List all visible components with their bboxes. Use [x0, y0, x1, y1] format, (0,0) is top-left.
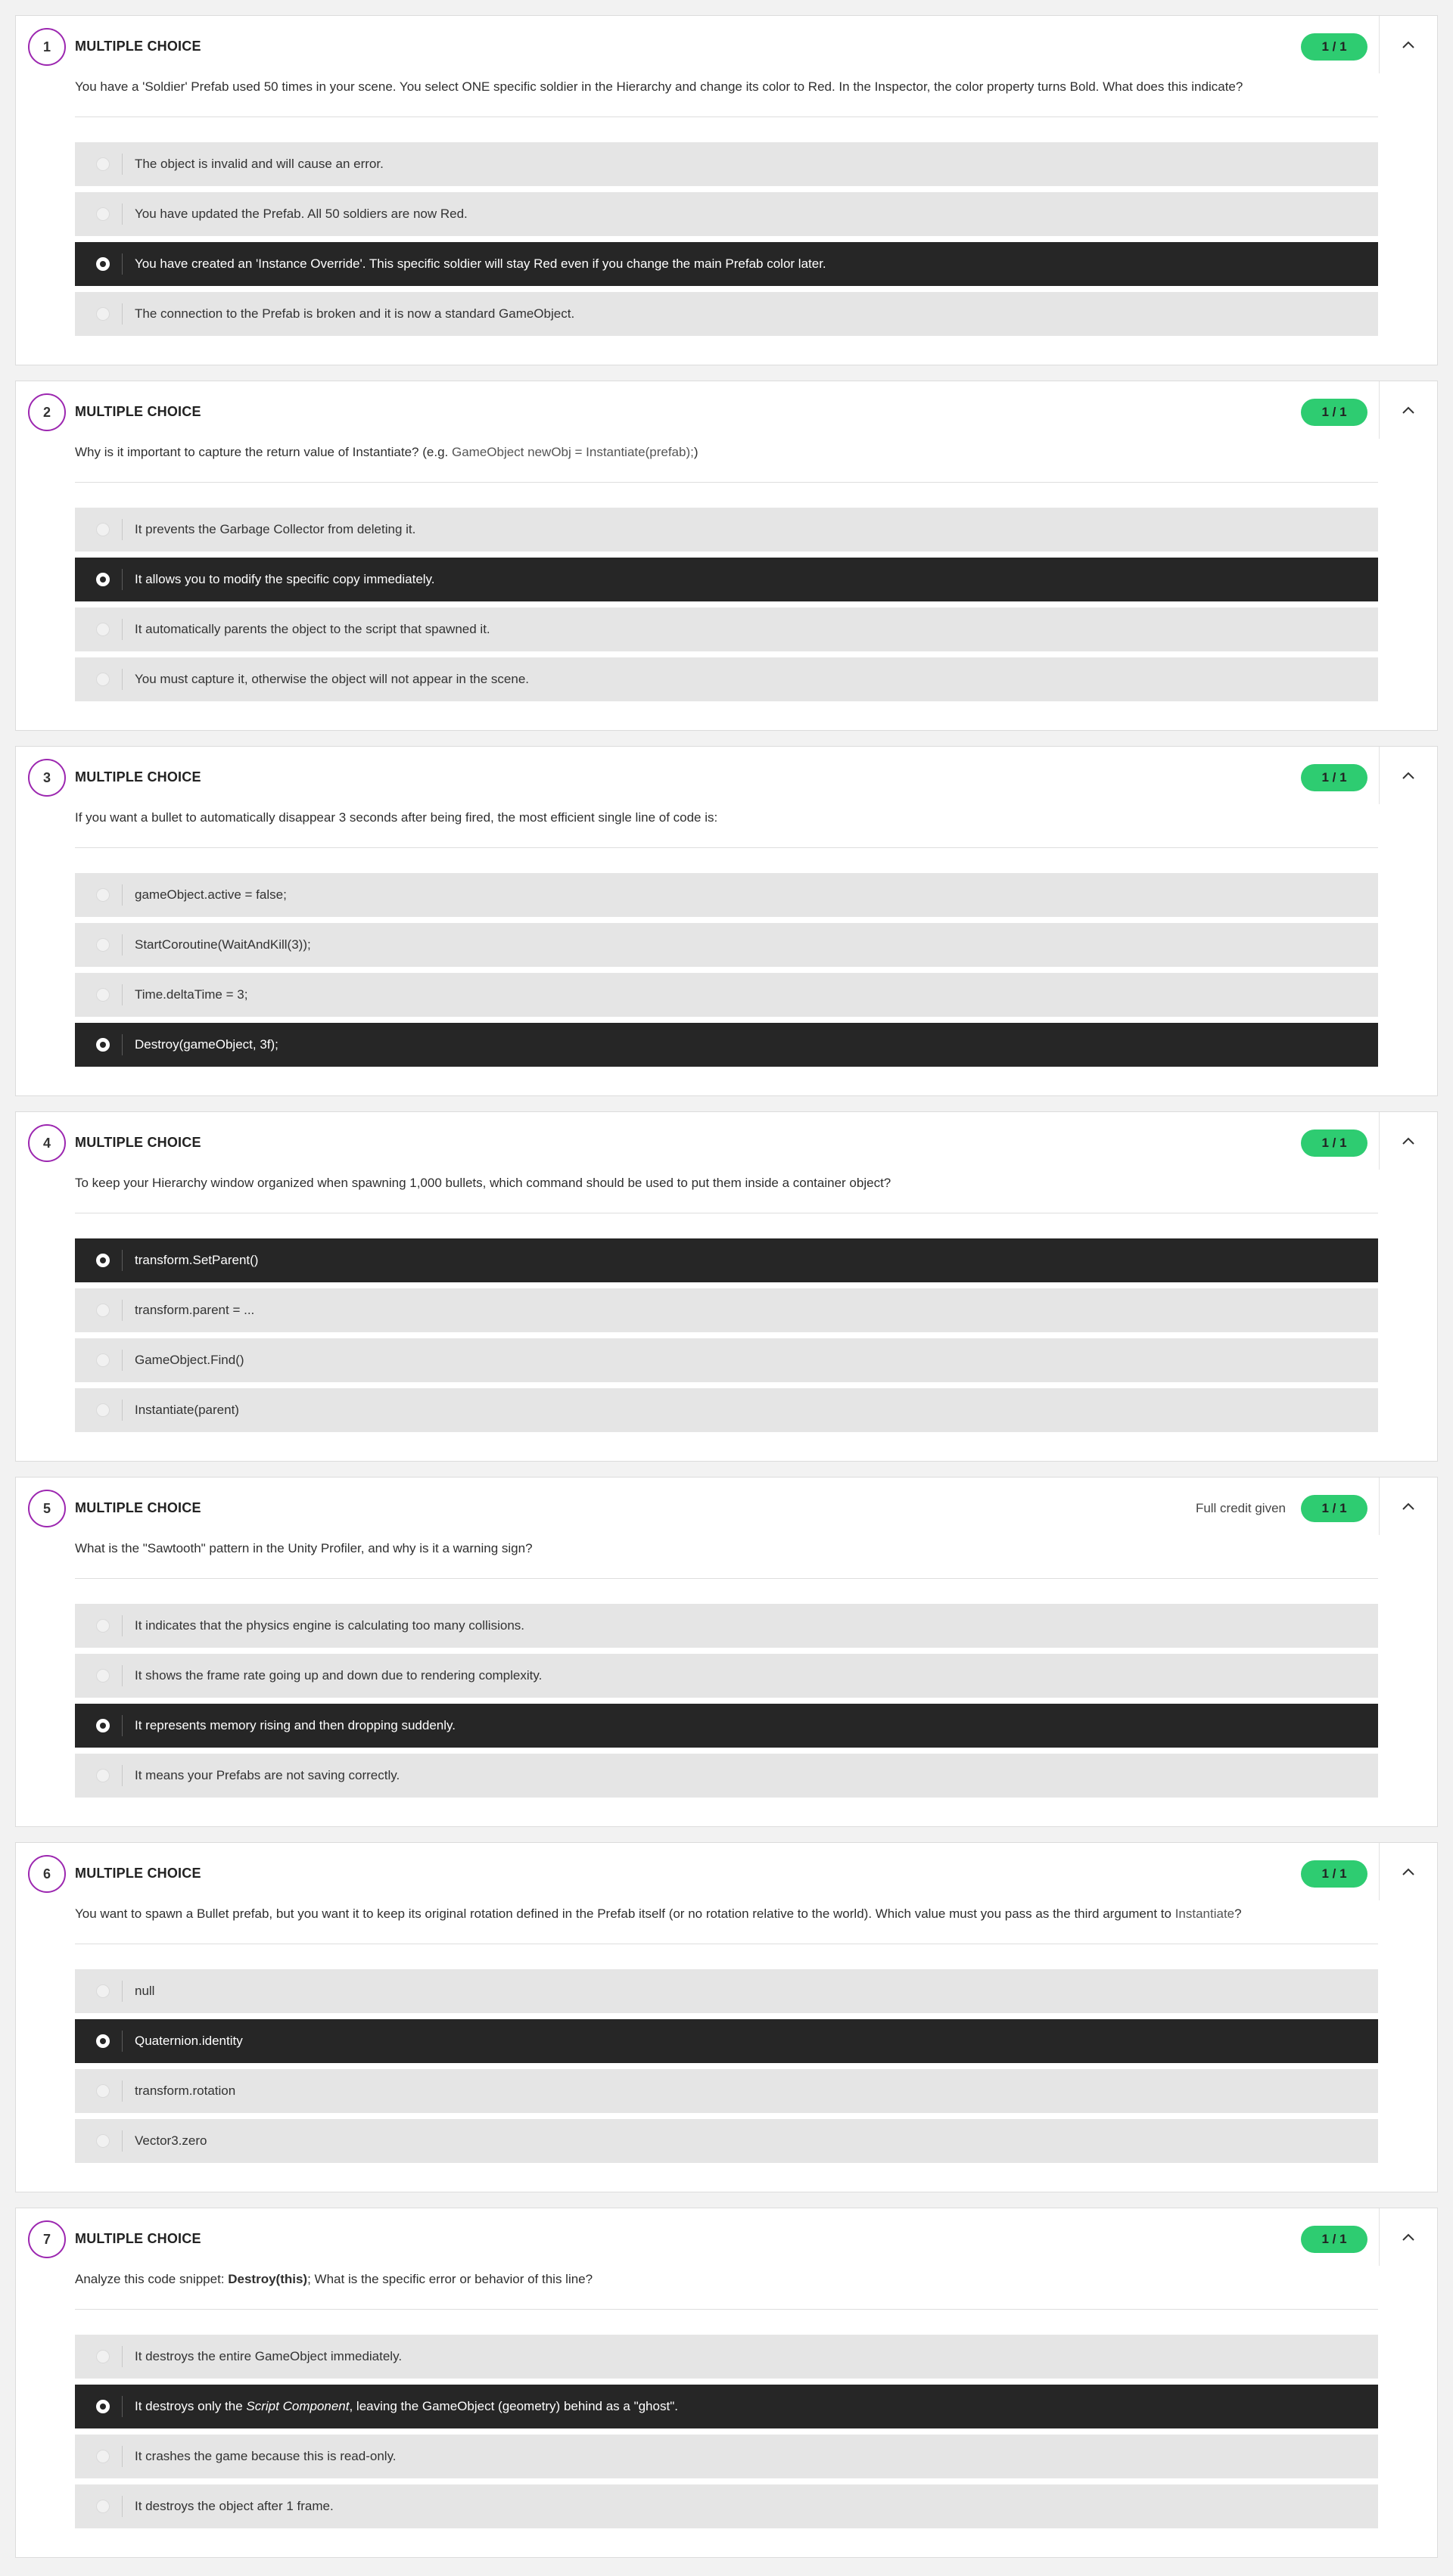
answer-option[interactable]	[75, 973, 1378, 1017]
option-label: gameObject.active = false;	[135, 887, 287, 902]
answer-option[interactable]	[75, 607, 1378, 651]
radio-button-selected[interactable]	[96, 2400, 110, 2413]
divider	[75, 1578, 1378, 1579]
answer-option[interactable]	[75, 2484, 1378, 2528]
option-label: It allows you to modify the specific copy immediately.	[135, 572, 435, 586]
option-label: It destroys the object after 1 frame.	[135, 2499, 334, 2513]
radio-button-selected[interactable]	[96, 1254, 110, 1267]
option-label: It indicates that the physics engine is calculating too many collisions.	[135, 1618, 524, 1633]
option-label: GameObject.Find()	[135, 1353, 244, 1367]
answer-option-selected[interactable]	[75, 1023, 1378, 1067]
question-text: If you want a bullet to automatically disappear 3 seconds after being fired, the most efficient single line of code is:	[75, 810, 718, 825]
option-label: Destroy(gameObject, 3f);	[135, 1037, 278, 1052]
question-type-label: MULTIPLE CHOICE	[75, 2231, 201, 2246]
answer-option-selected[interactable]	[75, 242, 1378, 286]
option-label: Time.deltaTime = 3;	[135, 987, 248, 1002]
answer-options	[75, 1969, 1378, 2169]
option-label: StartCoroutine(WaitAndKill(3));	[135, 937, 311, 952]
score-badge: 1 / 1	[1301, 1495, 1367, 1522]
option-label: null	[135, 1984, 155, 1998]
radio-button[interactable]	[96, 673, 110, 686]
answer-option[interactable]	[75, 2069, 1378, 2113]
option-label: The connection to the Prefab is broken and it is now a standard GameObject.	[135, 306, 575, 321]
chevron-up-icon	[1401, 402, 1416, 418]
question-type-label: MULTIPLE CHOICE	[75, 404, 201, 419]
collapse-button[interactable]	[1380, 1112, 1437, 1170]
answer-options	[75, 1238, 1378, 1438]
score-badge: 1 / 1	[1301, 1130, 1367, 1157]
answer-option[interactable]	[75, 2435, 1378, 2478]
score-badge: 1 / 1	[1301, 1860, 1367, 1888]
question-card-7	[15, 2208, 1438, 2558]
answer-option-selected[interactable]	[75, 1238, 1378, 1282]
answer-option[interactable]	[75, 508, 1378, 552]
radio-button[interactable]	[96, 2450, 110, 2463]
radio-button[interactable]	[96, 2500, 110, 2513]
question-text: What is the "Sawtooth" pattern in the Unity Profiler, and why is it a warning sign?	[75, 1541, 533, 1555]
radio-button[interactable]	[96, 157, 110, 171]
collapse-button[interactable]	[1380, 747, 1437, 804]
radio-button[interactable]	[96, 2084, 110, 2098]
collapse-button[interactable]	[1380, 1478, 1437, 1535]
collapse-button[interactable]	[1380, 381, 1437, 439]
question-text: You want to spawn a Bullet prefab, but you want it to keep its original rotation defined in the Prefab itself (or no rotation relative to the world). Which value must you pass as the third argument to Instantiate?	[75, 1906, 1242, 1921]
score-badge: 1 / 1	[1301, 399, 1367, 426]
radio-button[interactable]	[96, 523, 110, 536]
credit-note: Full credit given	[1195, 1501, 1286, 1515]
divider	[75, 482, 1378, 483]
option-label: You have created an 'Instance Override'. This specific soldier will stay Red even if you change the main Prefab color later.	[135, 256, 826, 271]
question-text: You have a 'Soldier' Prefab used 50 times in your scene. You select ONE specific soldier in the Hierarchy and change its color to Red. In the Inspector, the color property turns Bold. What does this indicate?	[75, 79, 1243, 94]
answer-options	[75, 508, 1378, 707]
answer-option[interactable]	[75, 1388, 1378, 1432]
answer-option-selected[interactable]	[75, 2385, 1378, 2428]
question-number: 6	[28, 1855, 66, 1893]
radio-button[interactable]	[96, 1403, 110, 1417]
radio-button[interactable]	[96, 1353, 110, 1367]
answer-option-selected[interactable]	[75, 2019, 1378, 2063]
question-text: Analyze this code snippet: Destroy(this); What is the specific error or behavior of this line?	[75, 2272, 593, 2286]
answer-options	[75, 1604, 1378, 1804]
option-label: transform.parent = ...	[135, 1303, 255, 1317]
answer-option[interactable]	[75, 1338, 1378, 1382]
option-label: You must capture it, otherwise the object will not appear in the scene.	[135, 672, 530, 686]
radio-button[interactable]	[96, 1304, 110, 1317]
chevron-up-icon	[1401, 2230, 1416, 2245]
option-label: Quaternion.identity	[135, 2034, 243, 2048]
question-type-label: MULTIPLE CHOICE	[75, 39, 201, 54]
collapse-button[interactable]	[1380, 1843, 1437, 1900]
inline-code: GameObject newObj = Instantiate(prefab);	[451, 445, 694, 459]
answer-option[interactable]	[75, 1754, 1378, 1798]
radio-button[interactable]	[96, 1984, 110, 1998]
question-text: To keep your Hierarchy window organized when spawning 1,000 bullets, which command should be used to put them inside a container object?	[75, 1176, 891, 1190]
question-number: 2	[28, 393, 66, 431]
option-label: You have updated the Prefab. All 50 soldiers are now Red.	[135, 207, 468, 221]
chevron-up-icon	[1401, 1133, 1416, 1148]
option-label: It crashes the game because this is read-only.	[135, 2449, 397, 2463]
divider	[75, 847, 1378, 848]
answer-option[interactable]	[75, 292, 1378, 336]
option-label: It represents memory rising and then dropping suddenly.	[135, 1718, 456, 1732]
chevron-up-icon	[1401, 1499, 1416, 1514]
answer-option[interactable]	[75, 657, 1378, 701]
radio-button[interactable]	[96, 1769, 110, 1782]
option-label: It prevents the Garbage Collector from deleting it.	[135, 522, 416, 536]
radio-button-selected[interactable]	[96, 1038, 110, 1052]
answer-option[interactable]	[75, 1969, 1378, 2013]
answer-option-selected[interactable]	[75, 1704, 1378, 1748]
answer-options	[75, 873, 1378, 1073]
radio-button-selected[interactable]	[96, 2034, 110, 2048]
radio-button[interactable]	[96, 888, 110, 902]
question-card-3	[15, 746, 1438, 1096]
option-label: transform.SetParent()	[135, 1253, 259, 1267]
question-number: 1	[28, 28, 66, 66]
answer-options	[75, 142, 1378, 342]
radio-button[interactable]	[96, 623, 110, 636]
answer-option[interactable]	[75, 192, 1378, 236]
answer-option[interactable]	[75, 142, 1378, 186]
chevron-up-icon	[1401, 1864, 1416, 1879]
inline-code: Instantiate	[1175, 1906, 1235, 1921]
radio-button-selected[interactable]	[96, 573, 110, 586]
radio-button[interactable]	[96, 2350, 110, 2363]
chevron-up-icon	[1401, 768, 1416, 783]
collapse-button[interactable]	[1380, 2208, 1437, 2266]
radio-button[interactable]	[96, 2134, 110, 2148]
score-badge: 1 / 1	[1301, 2226, 1367, 2253]
radio-button[interactable]	[96, 207, 110, 221]
score-badge: 1 / 1	[1301, 764, 1367, 791]
answer-option[interactable]	[75, 1654, 1378, 1698]
option-label: transform.rotation	[135, 2083, 236, 2098]
question-type-label: MULTIPLE CHOICE	[75, 1500, 201, 1515]
answer-option[interactable]	[75, 2119, 1378, 2163]
radio-button-selected[interactable]	[96, 1719, 110, 1732]
option-label: Instantiate(parent)	[135, 1403, 239, 1417]
radio-button[interactable]	[96, 307, 110, 321]
question-card-6	[15, 1842, 1438, 2192]
answer-option-selected[interactable]	[75, 558, 1378, 601]
option-label: It destroys the entire GameObject immediately.	[135, 2349, 403, 2363]
score-badge: 1 / 1	[1301, 33, 1367, 61]
chevron-up-icon	[1401, 37, 1416, 52]
radio-button[interactable]	[96, 1619, 110, 1633]
option-label: It shows the frame rate going up and down due to rendering complexity.	[135, 1668, 543, 1683]
question-type-label: MULTIPLE CHOICE	[75, 1866, 201, 1881]
option-label: It means your Prefabs are not saving correctly.	[135, 1768, 400, 1782]
option-label: Vector3.zero	[135, 2133, 207, 2148]
question-type-label: MULTIPLE CHOICE	[75, 1135, 201, 1150]
question-number: 3	[28, 759, 66, 797]
option-label: It destroys only the Script Component, leaving the GameObject (geometry) behind as a "ghost".	[135, 2399, 678, 2413]
answer-option[interactable]	[75, 1604, 1378, 1648]
option-label: It automatically parents the object to the script that spawned it.	[135, 622, 490, 636]
divider	[75, 2309, 1378, 2310]
answer-option[interactable]	[75, 1288, 1378, 1332]
question-number: 7	[28, 2220, 66, 2258]
question-text: Why is it important to capture the return value of Instantiate? (e.g. GameObject newObj = Instantiate(prefab);)	[75, 445, 698, 459]
radio-button-selected[interactable]	[96, 257, 110, 271]
answer-option[interactable]	[75, 2335, 1378, 2379]
question-card-2	[15, 381, 1438, 731]
question-card-5	[15, 1477, 1438, 1827]
answer-option[interactable]	[75, 923, 1378, 967]
question-number: 5	[28, 1490, 66, 1527]
question-type-label: MULTIPLE CHOICE	[75, 769, 201, 785]
option-label: The object is invalid and will cause an error.	[135, 157, 384, 171]
question-card-1	[15, 15, 1438, 365]
answer-options	[75, 2335, 1378, 2534]
collapse-button[interactable]	[1380, 16, 1437, 73]
radio-button[interactable]	[96, 938, 110, 952]
radio-button[interactable]	[96, 1669, 110, 1683]
bold-code: Destroy(this)	[228, 2272, 308, 2286]
question-number: 4	[28, 1124, 66, 1162]
radio-button[interactable]	[96, 988, 110, 1002]
answer-option[interactable]	[75, 873, 1378, 917]
question-card-4	[15, 1111, 1438, 1462]
